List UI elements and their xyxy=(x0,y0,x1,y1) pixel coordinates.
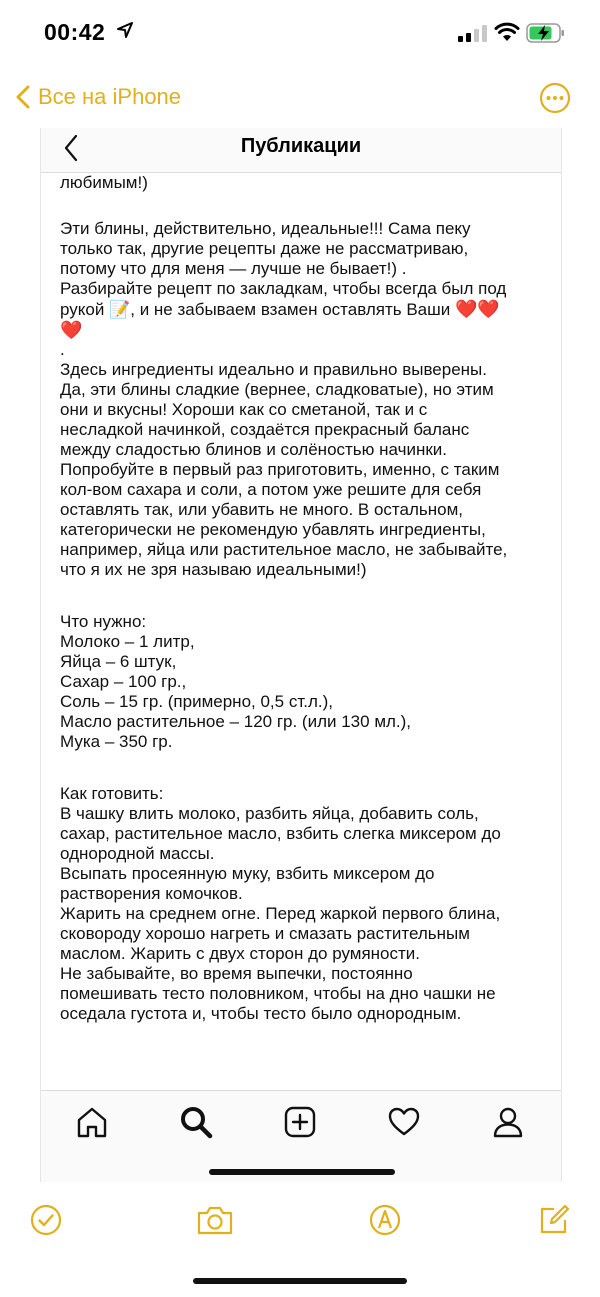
caption-line: Соль – 15 гр. (примерно, 0,5 ст.л.), xyxy=(60,692,333,711)
checklist-icon[interactable] xyxy=(30,1204,62,1236)
caption-line: рукой 📝, и не забываем взамен оставлять Ваши ❤️❤️ xyxy=(60,299,500,319)
caption-line: оседала густота и, чтобы тесто было однородным. xyxy=(60,1004,462,1023)
caption-line: Яйца – 6 штук, xyxy=(60,652,177,671)
caption-line: маслом. Жарить с двух сторон до румяности. xyxy=(60,944,421,963)
status-time: 00:42 xyxy=(44,19,106,45)
caption-line: помешивать тесто половником, чтобы на дно чашки не xyxy=(60,984,496,1003)
profile-icon[interactable] xyxy=(491,1105,525,1139)
caption-line: Масло растительное – 120 гр. (или 130 мл.), xyxy=(60,712,412,731)
new-post-icon[interactable] xyxy=(283,1105,317,1139)
home-icon[interactable] xyxy=(75,1105,109,1139)
caption-line: несладкой начинкой, создаётся прекрасный баланс xyxy=(60,420,470,439)
notes-nav-bar xyxy=(0,70,600,126)
caption-line: оставлять так, или убавить не много. В остальном, xyxy=(60,500,464,519)
search-icon[interactable] xyxy=(179,1105,213,1139)
battery-charging-icon xyxy=(526,23,566,43)
location-arrow-icon xyxy=(117,22,133,38)
home-indicator xyxy=(193,1278,407,1284)
more-options-icon[interactable] xyxy=(539,82,571,114)
caption-line: любимым!) xyxy=(60,173,148,192)
wifi-icon xyxy=(494,22,520,42)
caption-line: Что нужно: xyxy=(60,612,147,631)
caption-line: Мука – 350 гр. xyxy=(60,732,173,751)
ig-page-title: Публикации xyxy=(240,135,362,157)
caption-line: между сладостью блинов и солёностью начинки. xyxy=(60,440,448,459)
caption-line: Разбирайте рецепт по закладкам, чтобы всегда был под xyxy=(60,279,507,298)
caption-line: Да, эти блины сладкие (вернее, сладковатые), но этим xyxy=(60,380,494,399)
caption-line: растворения комочков. xyxy=(60,884,243,903)
caption-line: сахар, растительное масло, взбить слегка миксером до xyxy=(60,824,501,843)
caption-line: . xyxy=(60,340,65,359)
cellular-signal-icon xyxy=(458,25,487,42)
home-indicator xyxy=(209,1169,395,1175)
caption-line: например, яйца или растительное масло, не забывайте, xyxy=(60,540,508,559)
caption-line: только так, другие рецепты даже не рассматриваю, xyxy=(60,239,469,258)
caption-line: В чашку влить молоко, разбить яйца, добавить соль, xyxy=(60,804,479,823)
notes-toolbar xyxy=(0,1190,600,1250)
post-caption xyxy=(60,173,550,1024)
back-button[interactable] xyxy=(16,84,181,110)
back-button-label: Все на iPhone xyxy=(38,84,182,109)
ig-header xyxy=(41,128,561,173)
caption-line: они и вкусны! Хороши как со сметаной, так и с xyxy=(60,400,428,419)
caption-line: потому что для меня — лучше не бывает!) . xyxy=(60,259,407,278)
caption-line: Здесь ингредиенты идеально и правильно выверены. xyxy=(60,360,487,379)
caption-line: Не забывайте, во время выпечки, постоянно xyxy=(60,964,413,983)
caption-line: Попробуйте в первый раз приготовить, именно, с таким xyxy=(60,460,500,479)
camera-icon[interactable] xyxy=(196,1204,234,1236)
caption-line: Сахар – 100 гр., xyxy=(60,672,187,691)
heart-emoji: ❤️ xyxy=(60,320,83,340)
compose-icon[interactable] xyxy=(538,1204,570,1236)
embedded-screenshot xyxy=(40,128,562,1182)
status-bar xyxy=(0,0,600,66)
chevron-left-icon xyxy=(16,85,30,109)
caption-line: Всыпать просеянную муку, взбить миксером до xyxy=(60,864,435,883)
memo-emoji: 📝 xyxy=(109,300,131,319)
caption-line: что я их не зря называю идеальными!) xyxy=(60,560,367,579)
ig-tab-bar xyxy=(41,1090,561,1182)
caption-line: Эти блины, действительно, идеальные!!! Сама пеку xyxy=(60,219,471,238)
markup-pen-icon[interactable] xyxy=(369,1204,401,1236)
caption-line: однородной массы. xyxy=(60,844,215,863)
caption-line: кол-вом сахара и соли, а потом уже решите для себя xyxy=(60,480,482,499)
caption-line: категорически не рекомендую убавлять ингредиенты, xyxy=(60,520,486,539)
caption-line: Молоко – 1 литр, xyxy=(60,632,195,651)
heart-icon[interactable] xyxy=(387,1105,421,1139)
caption-line: сковороду хорошо нагреть и смазать растительным xyxy=(60,924,470,943)
heart-emoji: ❤️❤️ xyxy=(455,299,500,319)
caption-line: Жарить на среднем огне. Перед жаркой первого блина, xyxy=(60,904,501,923)
caption-line: Как готовить: xyxy=(60,784,164,803)
